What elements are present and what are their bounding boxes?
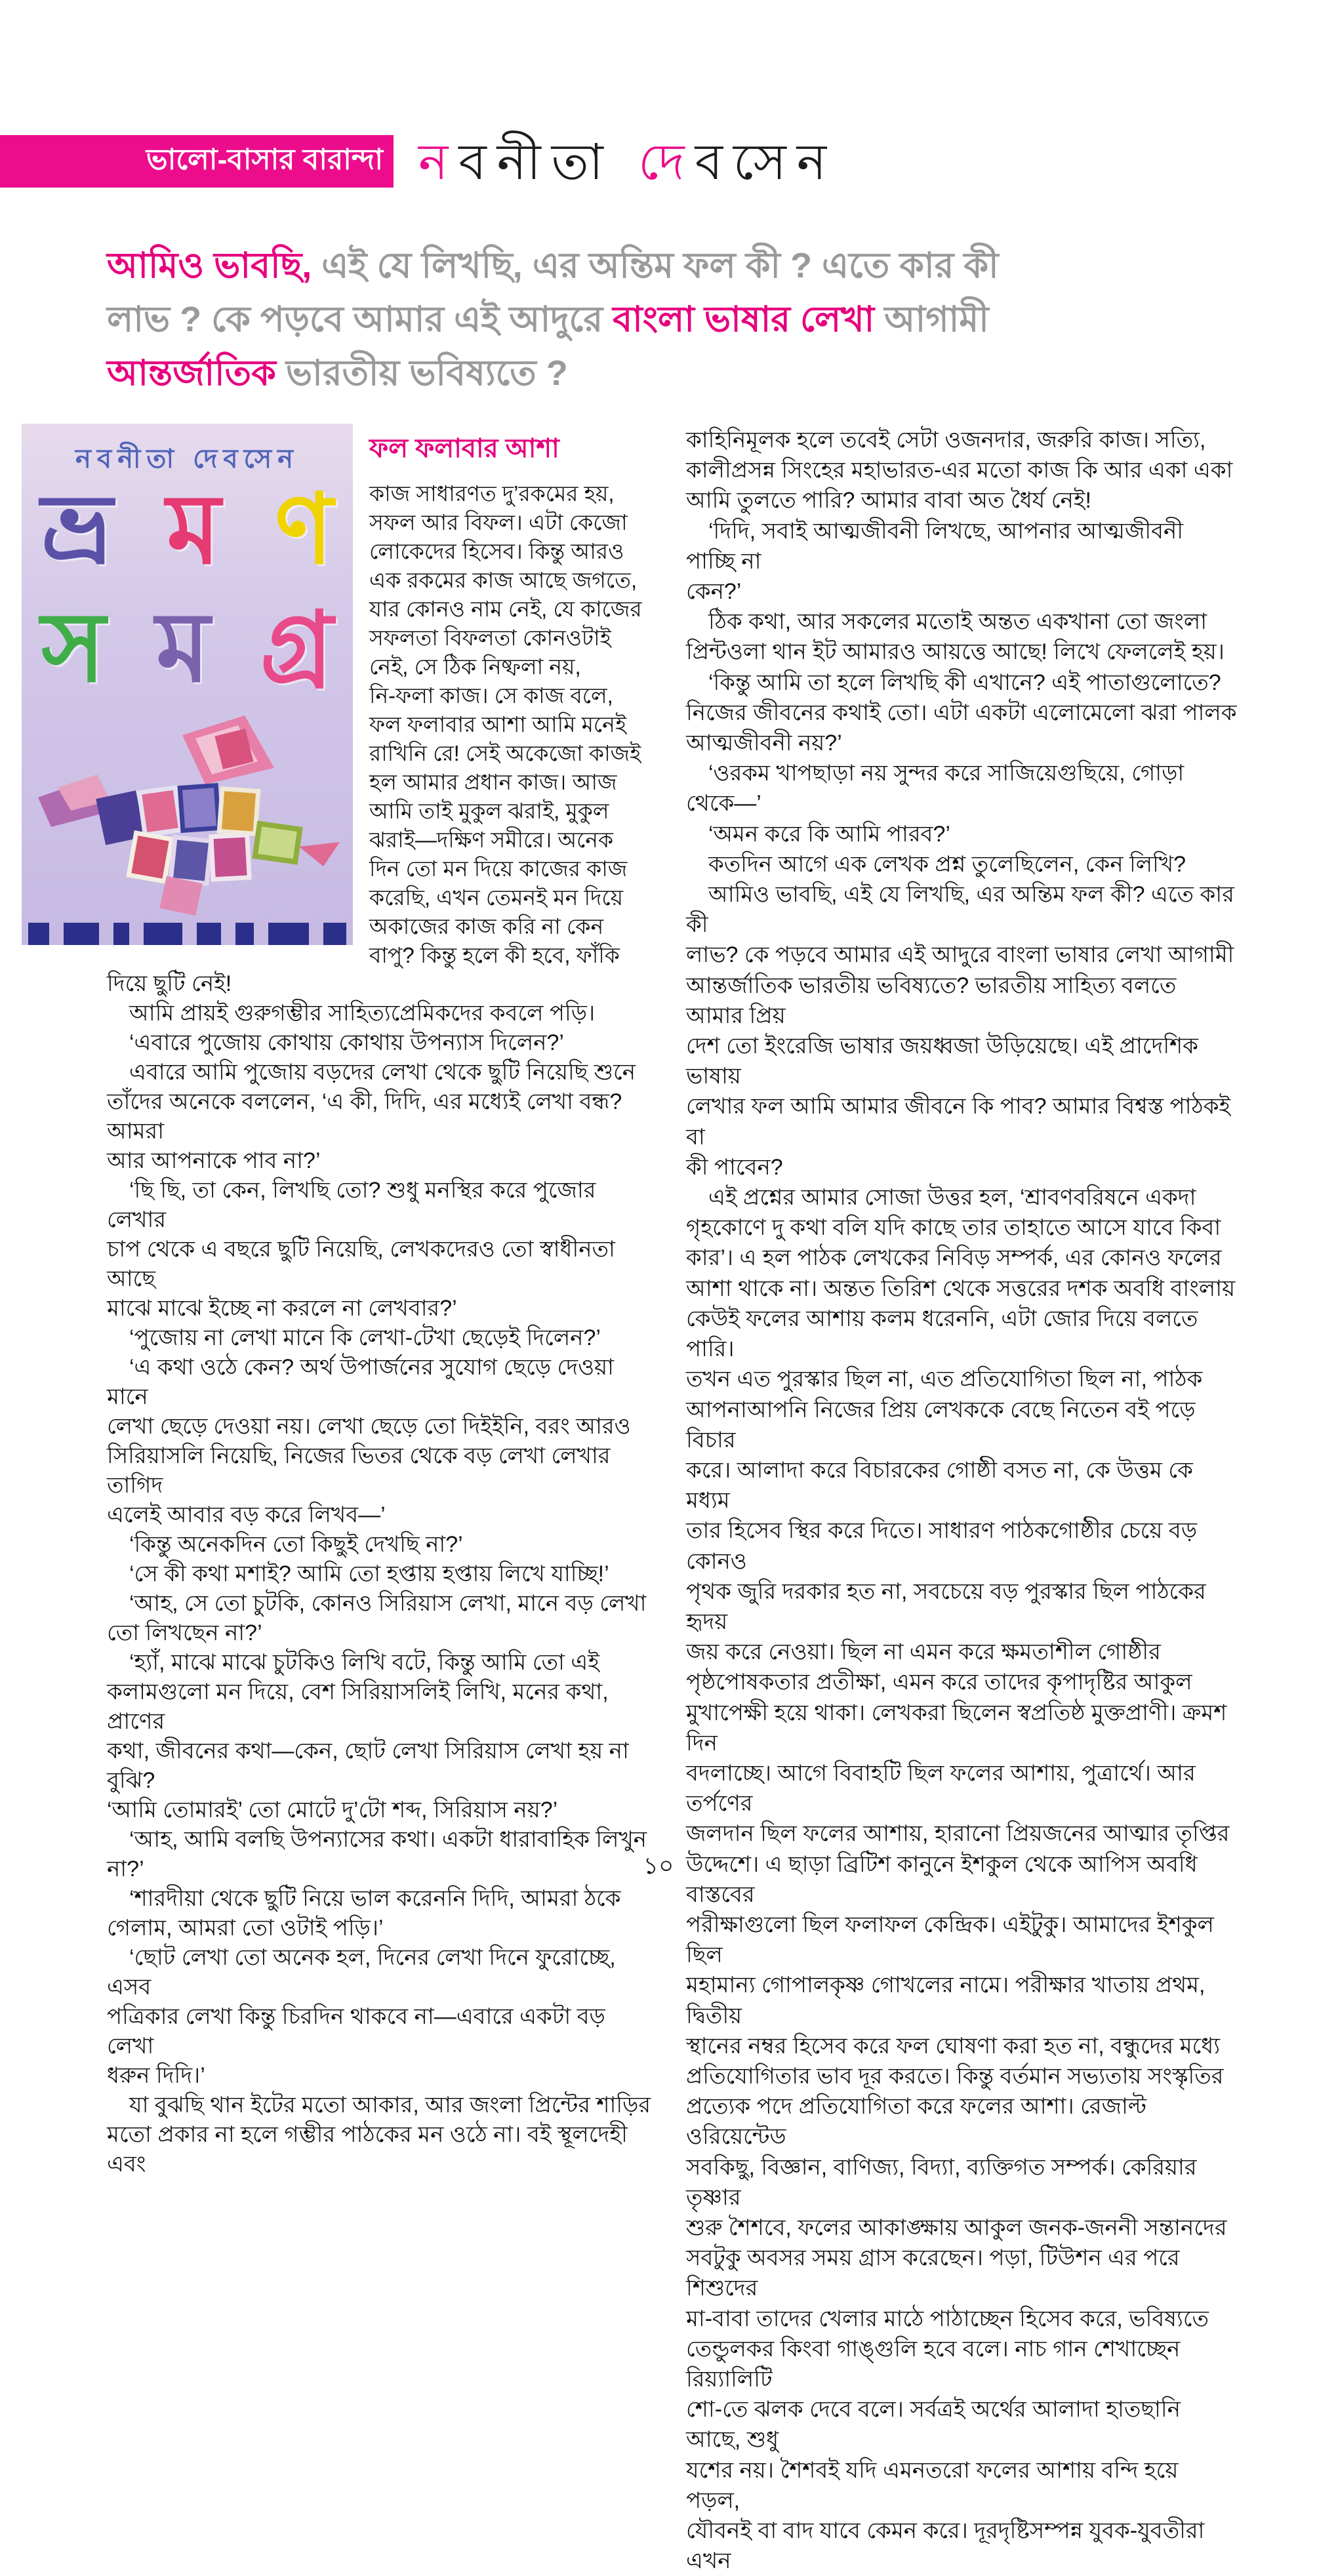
text-line: ‘অমন করে কি আমি পারব?’ [686, 821, 950, 847]
text-line: জলদান ছিল ফলের আশায়, হারানো প্রিয়জনের আত্মার তৃপ্তির [686, 1821, 1230, 1847]
pull-quote-highlight: আন্তর্জাতিক [107, 353, 276, 393]
letter-stub [28, 923, 49, 945]
text-line: কার’। এ হল পাঠক লেখকের নিবিড় সম্পর্ক, এর কোনও ফলের [686, 1245, 1222, 1271]
book-title-letter: ণ [274, 475, 333, 584]
text-line: কেন?’ [686, 579, 742, 605]
text-line: আর আপনাকে পাব না?’ [107, 1148, 321, 1173]
text-line: ঠিক কথা, আর সকলের মতোই অন্তত একখানা তো জংলা [686, 609, 1207, 635]
text-line: কাজ সাধারণত দু’রকমের হয়, [369, 481, 615, 506]
text-line: প্রিন্টওলা থান ইট আমারও আয়ত্তে আছে! লিখে ফেললেই হয়। [686, 639, 1225, 665]
text-line: দিন তো মন দিয়ে কাজের কাজ [369, 856, 628, 881]
book-cover-author: নবনীতা দেবসেন [75, 445, 300, 473]
text-line: ‘কিন্তু আমি তা হলে লিখছি কী এখানে? এই পাতাগুলোতে? [686, 670, 1221, 695]
text-line: এই প্রশ্নের আমার সোজা উত্তর হল, ‘শ্রাবণবরিষনে একদা [686, 1185, 1196, 1211]
text-line: চাপ থেকে এ বছরে ছুটি নিয়েছি, লেখকদেরও তো স্বাধীনতা আছে [107, 1237, 622, 1291]
text-line: লেখার ফল আমি আমার জীবনে কি পাব? আমার বিশ্বস্ত পাঠকই বা [686, 1094, 1237, 1150]
book-title-line2 [41, 594, 333, 702]
text-line: বদলাচ্ছে। আগে বিবাহটি ছিল ফলের আশায়, পুত্রার্থে। আর তর্পণের [686, 1760, 1202, 1817]
text-line: কলামগুলো মন দিয়ে, বেশ সিরিয়াসলিই লিখি, মনের কথা, প্রাণের [107, 1680, 615, 1734]
text-line: নিজের জীবনের কথাই তো। এটা একটা এলোমেলো ঝরা পালক [686, 700, 1237, 725]
text-line: ‘এ কথা ওঠে কেন? অর্থ উপার্জনের সুযোগ ছেড়ে দেওয়া মানে [107, 1355, 620, 1409]
column-title-label: ভালো-বাসার বারান্দা [146, 143, 383, 176]
text-line: মাঝে মাঝে ইচ্ছে না করলে না লেখবার?’ [107, 1296, 457, 1321]
text-line: সবকিছু, বিজ্ঞান, বাণিজ্য, বিদ্যা, ব্যক্তিগত সম্পর্ক। কেরিয়ার তৃষ্ণার [686, 2154, 1204, 2210]
page-number: ১০ [643, 1852, 674, 1879]
pull-quote-highlight: বাংলা ভাষার লেখা [613, 300, 875, 339]
pull-quote-text: এই যে লিখছি, এর অন্তিম ফল কী ? এতে কার কী [312, 246, 999, 285]
text-line: ‘আমি তোমারই’ তো মোটে দু’টো শব্দ, সিরিয়াস নয়?’ [107, 1798, 558, 1822]
text-line: সফল আর বিফল। এটা কেজো [369, 510, 628, 534]
text-line: আন্তর্জাতিক ভারতীয় ভবিষ্যতে? ভারতীয় সাহিত্য বলতে আমার প্রিয় [686, 973, 1183, 1028]
text-line: ‘দিদি, সবাই আত্মজীবনী লিখছে, আপনার আত্মজীবনী পাচ্ছি না [686, 518, 1190, 574]
text-line: গেলাম, আমরা তো ওটাই পড়ি।’ [107, 1916, 384, 1941]
text-line: মুখাপেক্ষী হয়ে থাকা। লেখকরা ছিলেন স্বপ্রতিষ্ঠ মুক্তপ্রাণী। ক্রমশ দিন [686, 1700, 1233, 1756]
text-line: ‘আহ, আমি বলছি উপন্যাসের কথা। একটা ধারাবাহিক লিখুন না?’ [107, 1827, 653, 1882]
text-line: পরীক্ষাগুলো ছিল ফলাফল কেন্দ্রিক। এইটুকু। আমাদের ইশকুল ছিল [686, 1912, 1221, 1968]
text-line: তার হিসেব স্থির করে দিতে। সাধারণ পাঠকগোষ্ঠীর চেয়ে বড় কোনও [686, 1518, 1204, 1574]
text-line: যৌবনই বা বাদ যাবে কেমন করে। দূরদৃষ্টিসম্পন্ন যুবক-যুবতীরা এখন [686, 2518, 1211, 2574]
text-line: গৃহকোণে দু কথা বলি যদি কাছে তার তাহাতে আসে যাবে কিবা [686, 1215, 1221, 1241]
text-line: ফল ফলাবার আশা আমি মনেই [369, 712, 627, 736]
letter-stub [235, 923, 254, 945]
text-line: যার কোনও নাম নেই, যে কাজের [369, 597, 642, 621]
text-line: মহামান্য গোপালকৃষ্ণ গোখলের নামে। পরীক্ষার খাতায় প্রথম, দ্বিতীয় [686, 1973, 1211, 2028]
text-line: করেছি, এখন তেমনই মন দিয়ে [369, 885, 624, 910]
text-line: কেউই ফলের আশায় কলম ধরেননি, এটা জোর দিয়ে বলতে পারি। [686, 1306, 1204, 1362]
text-line: শো-তে ঝলক দেবে বলে। সর্বত্রই অর্থের আলাদা হাতছানি আছে, শুধু [686, 2397, 1187, 2453]
text-line: স্থানের নম্বর হিসেব করে ফল ঘোষণা করা হত না, বন্ধুদের মধ্যে [686, 2033, 1221, 2059]
text-line: কাহিনিমূলক হলে তবেই সেটা ওজনদার, জরুরি কাজ। সত্যি, [686, 428, 1206, 453]
text-line: মতো প্রকার না হলে গম্ভীর পাঠকের মন ওঠে না। বই স্থূলদেহী এবং [107, 2122, 634, 2177]
text-line: ‘ছি ছি, তা কেন, লিখছি তো? শুধু মনস্থির করে পুজোর লেখার [107, 1178, 602, 1232]
right-column [686, 425, 1241, 2576]
text-line: তো লিখছেন না?’ [107, 1620, 262, 1645]
cover-bottom-cropped-lettering [28, 923, 346, 945]
text-line: পত্রিকার লেখা কিন্তু চিরদিন থাকবে না—এবারে একটা বড় লেখা [107, 2004, 612, 2059]
text-line: আশা থাকে না। অন্তত তিরিশ থেকে সত্তরের দশক অবধি বাংলায় [686, 1276, 1236, 1301]
text-line: কী পাবেন? [686, 1154, 783, 1180]
text-line: আমি প্রায়ই গুরুগম্ভীর সাহিত্যপ্রেমিকদের কবলে পড়ি। [107, 1001, 596, 1026]
text-line: নি-ফলা কাজ। সে কাজ বলে, [369, 683, 613, 708]
text-line: সিরিয়াসলি নিয়েছি, নিজের ভিতর থেকে বড় লেখা লেখার তাগিদ [107, 1443, 617, 1498]
text-line: শুরু শৈশবে, ফলের আকাঙ্ক্ষায় আকুল জনক-জননী সন্তানদের [686, 2215, 1227, 2240]
author-name-segment: বসেন [695, 134, 838, 190]
letter-stub [323, 923, 346, 945]
text-line: ‘এবারে পুজোয় কোথায় কোথায় উপন্যাস দিলেন?’ [107, 1030, 564, 1055]
text-line: আত্মজীবনী নয়?’ [686, 731, 842, 756]
text-line: তখন এত পুরস্কার ছিল না, এত প্রতিযোগিতা ছিল না, পাঠক [686, 1367, 1203, 1392]
text-line: রাখিনি রে! সেই অকেজো কাজই [369, 741, 641, 765]
text-line: এবারে আমি পুজোয় বড়দের লেখা থেকে ছুটি নিয়েছি শুনে [107, 1060, 636, 1085]
text-line: ‘হ্যাঁ, মাঝে মাঝে চুটকিও লিখি বটে, কিন্তু আমি তো এই [107, 1650, 599, 1675]
text-line: দিয়ে ছুটি নেই! [107, 971, 232, 996]
text-line: সবটুকু অবসর সময় গ্রাস করেছেন। পড়া, টিউশন এর পরে শিশুদের [686, 2245, 1186, 2301]
text-line: পৃথক জুরি দরকার হত না, সবচেয়ে বড় পুরস্কার ছিল পাঠকের হৃদয় [686, 1579, 1213, 1634]
text-line: জয় করে নেওয়া। ছিল না এমন করে ক্ষমতাশীল গোষ্ঠীর [686, 1640, 1161, 1665]
text-line: করে। আলাদা করে বিচারকের গোষ্ঠী বসত না, কে উত্তম কে মধ্যম [686, 1457, 1200, 1514]
text-line: প্রতিযোগিতার ভাব দূর করতে। কিন্তু বর্তমান সভ্যতায় সংস্কৃতির [686, 2063, 1224, 2089]
column-title-band [0, 135, 394, 188]
book-title-line1 [41, 475, 333, 584]
text-line: আপনাআপনি নিজের প্রিয় লেখককে বেছে নিতেন বই পড়ে বিচার [686, 1397, 1202, 1453]
pull-quote [107, 239, 1222, 400]
text-line: অকাজের কাজ করি না কেন [369, 914, 604, 938]
text-line: ‘আহ, সে তো চুটকি, কোনও সিরিয়াস লেখা, মানে বড় লেখা [107, 1591, 647, 1616]
author-name-segment: ন [418, 134, 459, 190]
text-line: ‘শারদীয়া থেকে ছুটি নিয়ে ভাল করেননি দিদি, আমরা ঠকে [107, 1886, 621, 1911]
text-line: ‘কিন্তু অনেকদিন তো কিছুই দেখছি না?’ [107, 1532, 463, 1557]
letter-stub [64, 923, 99, 945]
text-line: আমি তুলতে পারি? আমার বাবা অত ধৈর্য নেই! [686, 488, 1091, 513]
letter-stub [268, 923, 308, 945]
left-column-lines [107, 969, 658, 2179]
text-line: এক রকমের কাজ আছে জগতে, [369, 568, 638, 592]
letter-stub [113, 923, 129, 945]
pull-quote-text: ভারতীয় ভবিষ্যতে ? [275, 353, 568, 393]
book-title-letter: ম [155, 594, 211, 702]
text-line: কথা, জীবনের কথা—কেন, ছোট লেখা সিরিয়াস লেখা হয় না বুঝি? [107, 1739, 636, 1793]
intro-column-lines [369, 479, 661, 970]
letter-stub [197, 923, 221, 945]
author-name-segment: দে [638, 134, 695, 190]
text-line: মা-বাবা তাদের খেলার মাঠে পাঠাচ্ছেন হিসেব করে, ভবিষ্যতে [686, 2306, 1209, 2331]
text-line: প্রত্যেক পদে প্রতিযোগিতা করে ফলের আশা। রেজাল্ট ওরিয়েন্টেড [686, 2094, 1153, 2150]
text-line: ‘ওরকম খাপছাড়া নয় সুন্দর করে সাজিয়েগুছিয়ে, গোড়া থেকে—’ [686, 761, 1190, 816]
text-line: কালীপ্রসন্ন সিংহের মহাভারত-এর মতো কাজ কি আর একা একা [686, 458, 1233, 483]
author-name [418, 135, 837, 190]
book-title-letter: স [41, 594, 106, 702]
text-line: ধরুন দিদি।’ [107, 2063, 205, 2088]
book-cover-image [22, 424, 353, 945]
text-line: নেই, সে ঠিক নিষ্ফলা নয়, [369, 654, 581, 679]
letter-stub [144, 923, 183, 945]
pull-quote-text: আগামী [874, 300, 989, 339]
text-line: ‘ছোট লেখা তো অনেক হল, দিনের লেখা দিনে ফুরোচ্ছে, এসব [107, 1945, 622, 2000]
text-line: আমি তাই মুকুল ঝরাই, মুকুল [369, 799, 609, 823]
text-line: লেখা ছেড়ে দেওয়া নয়। লেখা ছেড়ে তো দিইইনি, বরং আরও [107, 1414, 631, 1439]
text-line: দেশ তো ইংরেজি ভাষার জয়ধ্বজা উড়িয়েছে। এই প্রাদেশিক ভাষায় [686, 1034, 1205, 1089]
text-line: সফলতা বিফলতা কোনওটাই [369, 626, 611, 650]
intro-column [369, 428, 661, 970]
left-column [107, 969, 658, 2179]
pull-quote-highlight: আমিও ভাবছি, [107, 246, 312, 285]
text-line: কতদিন আগে এক লেখক প্রশ্ন তুলেছিলেন, কেন লিখি? [686, 851, 1186, 877]
section-heading: ফল ফলাবার আশা [369, 434, 559, 463]
text-line: লাভ? কে পড়বে আমার এই আদুরে বাংলা ভাষার লেখা আগামী [686, 942, 1234, 968]
text-line: তেন্ডুলকর কিংবা গাঙ্গুলি হবে বলে। নাচ গান শেখাচ্ছেন রিয়্যালিটি [686, 2336, 1186, 2392]
text-line: তাঁদের অনেকে বললেন, ‘এ কী, দিদি, এর মধ্যেই লেখা বন্ধ? আমরা [107, 1089, 628, 1144]
text-line: হল আমার প্রধান কাজ। আজ [369, 770, 617, 794]
pull-quote-text: লাভ ? কে পড়বে আমার এই আদুরে [107, 300, 613, 339]
book-title-letter: ভ্র [41, 475, 113, 584]
book-title-letter: ম [167, 475, 221, 584]
text-line: ‘সে কী কথা মশাই? আমি তো হপ্তায় হপ্তায় লিখে যাচ্ছি!’ [107, 1561, 609, 1586]
text-line: বাপু? কিন্তু হলে কী হবে, ফাঁকি [369, 943, 620, 967]
stamp-collage-bird-image [31, 712, 343, 922]
right-column-lines [686, 425, 1241, 2576]
text-line: লোকেদের হিসেব। কিন্তু আরও [369, 539, 624, 563]
text-line: যশের নয়। শৈশবই যদি এমনতরো ফলের আশায় বন্দি হয়ে পড়ল, [686, 2457, 1185, 2513]
text-line: পৃষ্ঠপোষকতার প্রতীক্ষা, এমন করে তাদের কৃপাদৃষ্টির আকুল [686, 1670, 1192, 1695]
text-line: আমিও ভাবছি, এই যে লিখছি, এর অন্তিম ফল কী? এতে কার কী [686, 882, 1241, 938]
book-title-letter: গ্র [260, 594, 333, 702]
text-line: যা বুঝছি থান ইটের মতো আকার, আর জংলা প্রিন্টের শাড়ির [107, 2093, 651, 2118]
text-line: এলেই আবার বড় করে লিখব—’ [107, 1502, 386, 1527]
text-line: ‘পুজোয় না লেখা মানে কি লেখা-টেখা ছেড়েই দিলেন?’ [107, 1325, 601, 1350]
text-line: উদ্দেশে। এ ছাড়া ব্রিটিশ কানুনে ইশকুল থেকে আপিস অবধি বাস্তবের [686, 1851, 1204, 1907]
author-name-segment: বনীতা [458, 134, 638, 190]
text-line: ঝরাই—দক্ষিণ সমীরে। অনেক [369, 828, 614, 852]
